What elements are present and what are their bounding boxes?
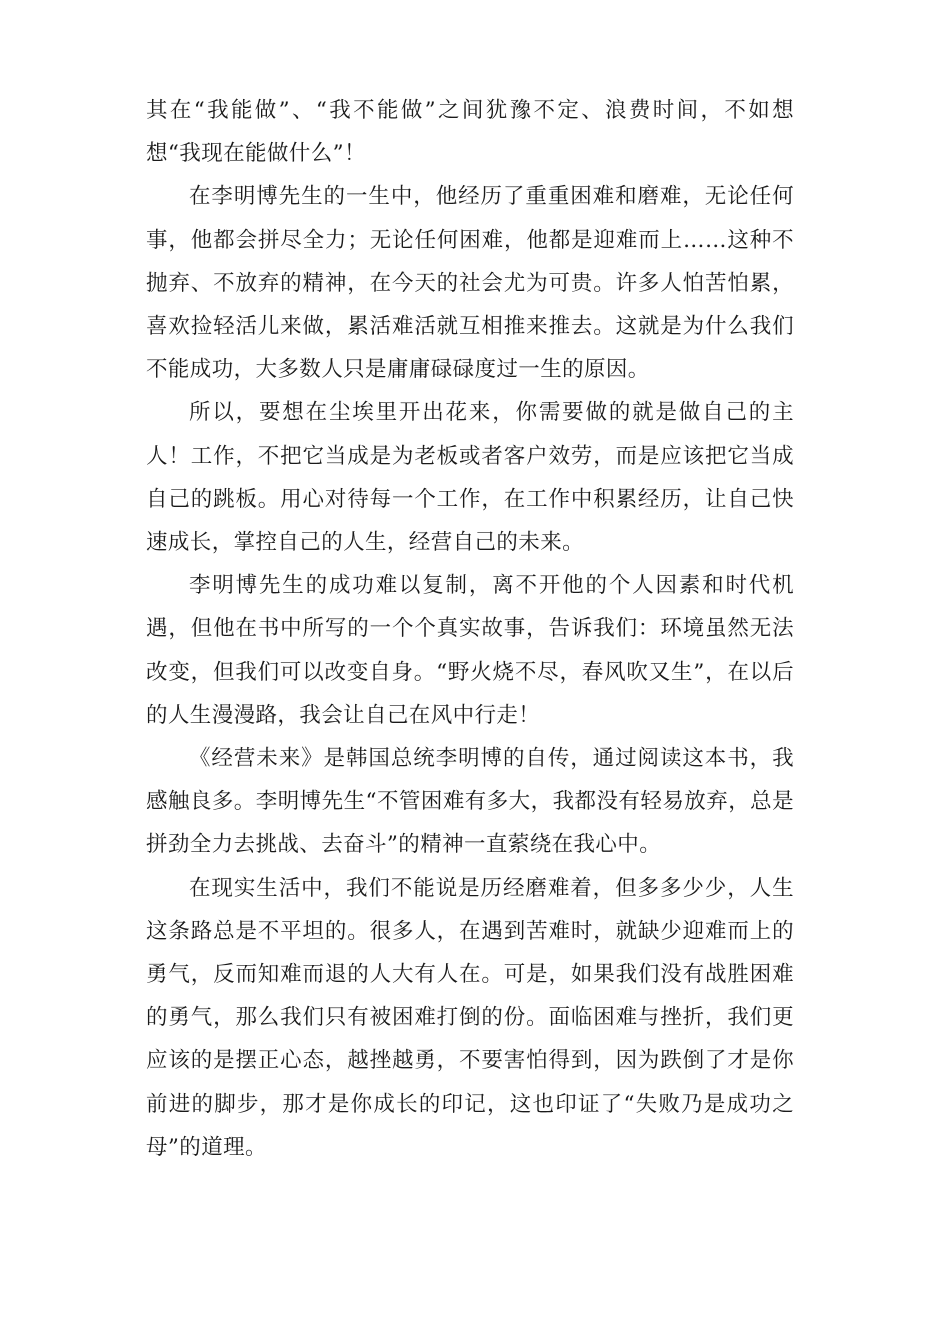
paragraph: 在李明博先生的一生中，他经历了重重困难和磨难，无论任何事，他都会拼尽全力；无论任何困难，他都是迎难而上……这种不抛弃、不放弃的精神，在今天的社会尤为可贵。许多人怕苦怕累，喜欢捡轻活儿来做，累活难活就互相推来推去。这就是为什么我们不能成功，大多数人只是庸庸碌碌度过一生的原因。	[146, 184, 794, 383]
paragraph: 在现实生活中，我们不能说是历经磨难着，但多多少少，人生这条路总是不平坦的。很多人，在遇到苦难时，就缺少迎难而上的勇气，反而知难而退的人大有人在。可是，如果我们没有战胜困难的勇气，那么我们只有被困难打倒的份。面临困难与挫折，我们更应该的是摆正心态，越挫越勇，不要害怕得到，因为跌倒了才是你前进的脚步，那才是你成长的印记，这也印证了“失败乃是成功之母”的道理。	[146, 875, 794, 1160]
body-text	[146, 89, 794, 1169]
paragraph: 李明博先生的成功难以复制，离不开他的个人因素和时代机遇，但他在书中所写的一个个真实故事，告诉我们：环境虽然无法改变，但我们可以改变自身。“野火烧不尽，春风吹又生”，在以后的人生漫漫路，我会让自己在风中行走！	[146, 573, 794, 728]
paragraph: 《经营未来》是韩国总统李明博的自传，通过阅读这本书，我感触良多。李明博先生“不管困难有多大，我都没有轻易放弃，总是拼劲全力去挑战、去奋斗”的精神一直萦绕在我心中。	[146, 746, 794, 858]
paragraph: 所以，要想在尘埃里开出花来，你需要做的就是做自己的主人！工作，不把它当成是为老板或者客户效劳，而是应该把它当成自己的跳板。用心对待每一个工作，在工作中积累经历，让自己快速成长，掌控自己的人生，经营自己的未来。	[146, 400, 794, 556]
paragraph: 其在“我能做”、“我不能做”之间犹豫不定、浪费时间，不如想想“我现在能做什么”！	[146, 98, 794, 167]
